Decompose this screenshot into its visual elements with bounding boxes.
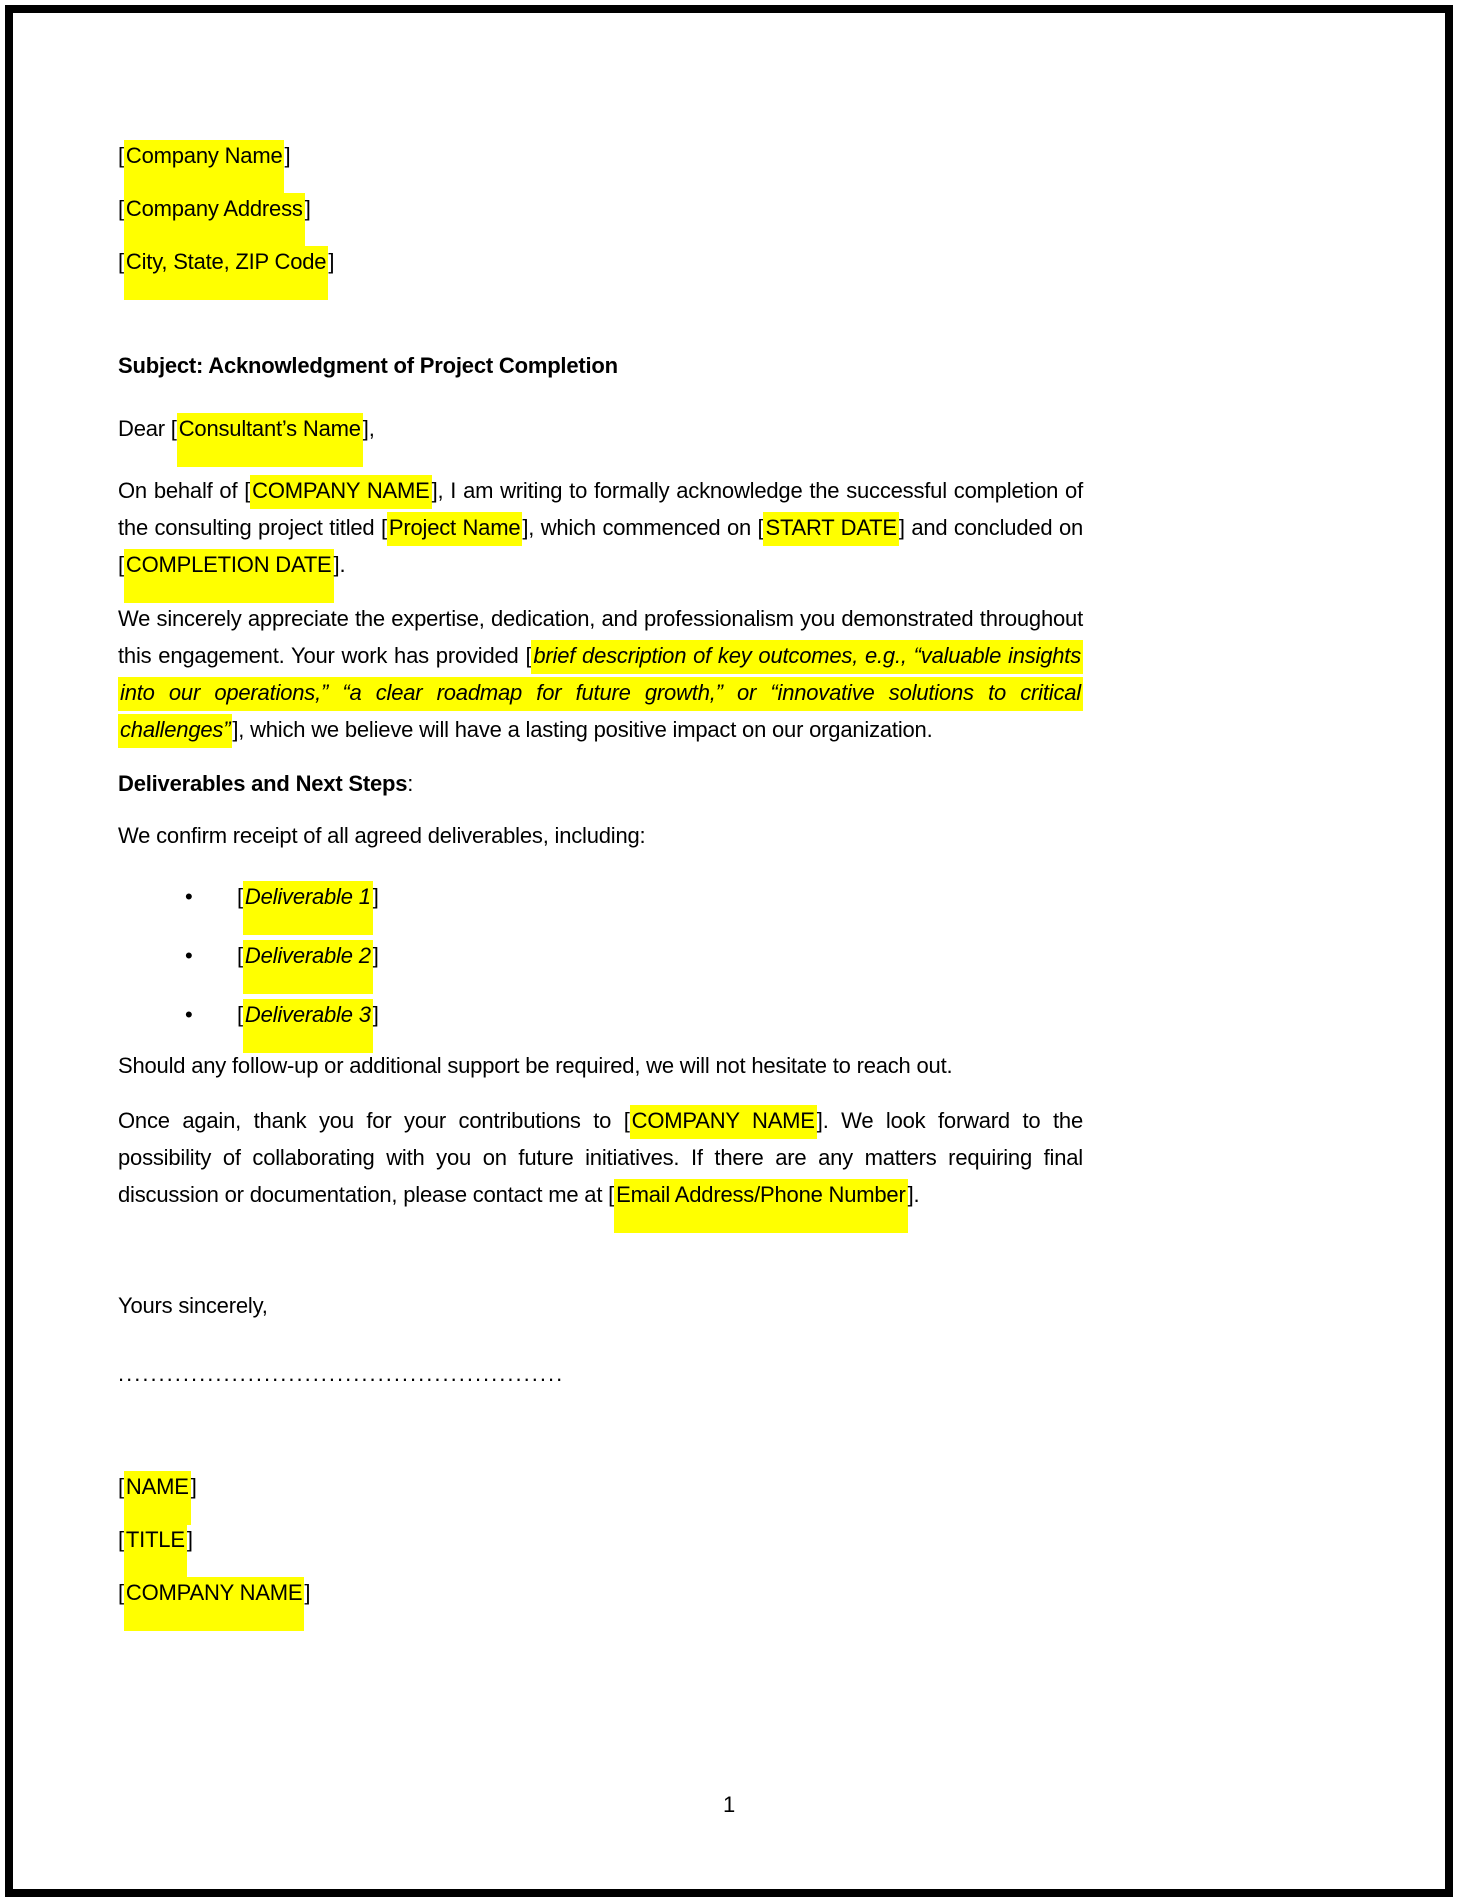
placeholder-project-name: Project Name [387,512,522,546]
bracket-close: ] [284,143,291,168]
signature-dotted-line: ....................................................... [118,1361,565,1386]
placeholder-company-name: COMPANY NAME [630,1105,817,1139]
paragraph-acknowledgment [118,472,1083,583]
deliverable-list-item [118,878,1083,915]
bracket-open: [ [118,196,124,221]
run-text: ] and concluded on [ [118,515,1084,577]
bracket-open: [ [118,249,124,274]
placeholder-email-phone: Email Address/Phone Number [614,1179,908,1233]
placeholder-completion-date: COMPLETION DATE [124,549,334,603]
signature-title-line [118,1513,1083,1566]
bracket-open: [ [118,1527,124,1552]
bracket-open: [ [237,943,243,968]
page-number: 1 [722,1792,736,1817]
deliverable-list-item [118,937,1083,974]
run-text: ]. [333,552,346,577]
bullet-icon: • [185,884,193,909]
placeholder-company-address: Company Address [124,193,305,247]
letter-body [118,0,1083,1619]
run-text: ], which we believe will have a lasting positive impact on our organization. [232,717,933,742]
placeholder-deliverable-1: Deliverable 1 [243,881,373,935]
heading-colon: : [407,771,414,796]
placeholder-city-state-zip: City, State, ZIP Code [124,246,328,300]
run-text: Once again, thank you for your contributions to [ [118,1108,630,1133]
bracket-open: [ [118,1474,124,1499]
paragraph-appreciation [118,600,1083,748]
placeholder-name: NAME [124,1471,191,1525]
placeholder-start-date: START DATE [763,512,898,546]
bracket-close: ] [304,1580,311,1605]
placeholder-deliverable-3: Deliverable 3 [243,999,373,1053]
greeting-text: Dear [ [118,416,177,441]
placeholder-company-name: COMPANY NAME [124,1577,304,1631]
address-line-company-name [118,129,1083,182]
bracket-close: ] [328,249,335,274]
placeholder-consultant-name: Consultant’s Name [177,413,363,467]
deliverable-list-item [118,996,1083,1033]
placeholder-key-outcomes-description: brief description of key outcomes, e.g., “valuable insights into our operations,” “a clear roadmap for future growth,” or “innovative solutions to critical challenges” [118,640,1083,748]
bracket-close: ] [372,884,379,909]
heading-text: Deliverables and Next Steps [118,771,408,796]
placeholder-deliverable-2: Deliverable 2 [243,940,373,994]
followup-line: Should any follow-up or additional support be required, we will not hesitate to reach out. [118,1053,953,1078]
address-line-company-address [118,182,1083,235]
bracket-close: ] [186,1527,193,1552]
bullet-icon: • [185,1002,193,1027]
bracket-open: [ [118,143,124,168]
bracket-close: ] [372,1002,379,1027]
run-text: On behalf of [ [118,478,251,503]
placeholder-company-name: Company Name [124,140,285,194]
signature-company-line [118,1566,1083,1619]
greeting-line [118,410,1083,447]
paragraph-thanks [118,1102,1083,1213]
placeholder-company-name: COMPANY NAME [250,475,431,509]
valediction-line: Yours sincerely, [118,1293,268,1318]
deliverables-heading [118,765,1083,802]
bracket-open: [ [118,1580,124,1605]
bracket-close: ] [372,943,379,968]
run-text: ], I am writing to formally acknowledge the successful completion of the consulting project titled [ [118,478,1083,540]
bracket-open: [ [237,884,243,909]
bracket-open: [ [237,1002,243,1027]
run-text: ]. We look forward to the possibility of collaborating with you on future initiatives. If there are any matters requiring final discussion or documentation, please contact me at [ [118,1108,1083,1207]
confirm-receipt-line: We confirm receipt of all agreed deliverables, including: [118,823,646,848]
placeholder-title: TITLE [124,1524,187,1578]
bullet-icon: • [185,943,193,968]
run-text: ], which commenced on [ [522,515,764,540]
run-text: ]. [907,1182,920,1207]
greeting-close: ], [362,416,375,441]
signature-name-line [118,1460,1083,1513]
address-line-city-state-zip [118,235,1083,288]
bracket-close: ] [190,1474,197,1499]
subject-line: Subject: Acknowledgment of Project Completion [118,353,618,378]
bracket-close: ] [304,196,311,221]
run-text: We sincerely appreciate the expertise, dedication, and professionalism you demonstrated throughout this engagement. Your work has provided [ [118,606,1083,668]
